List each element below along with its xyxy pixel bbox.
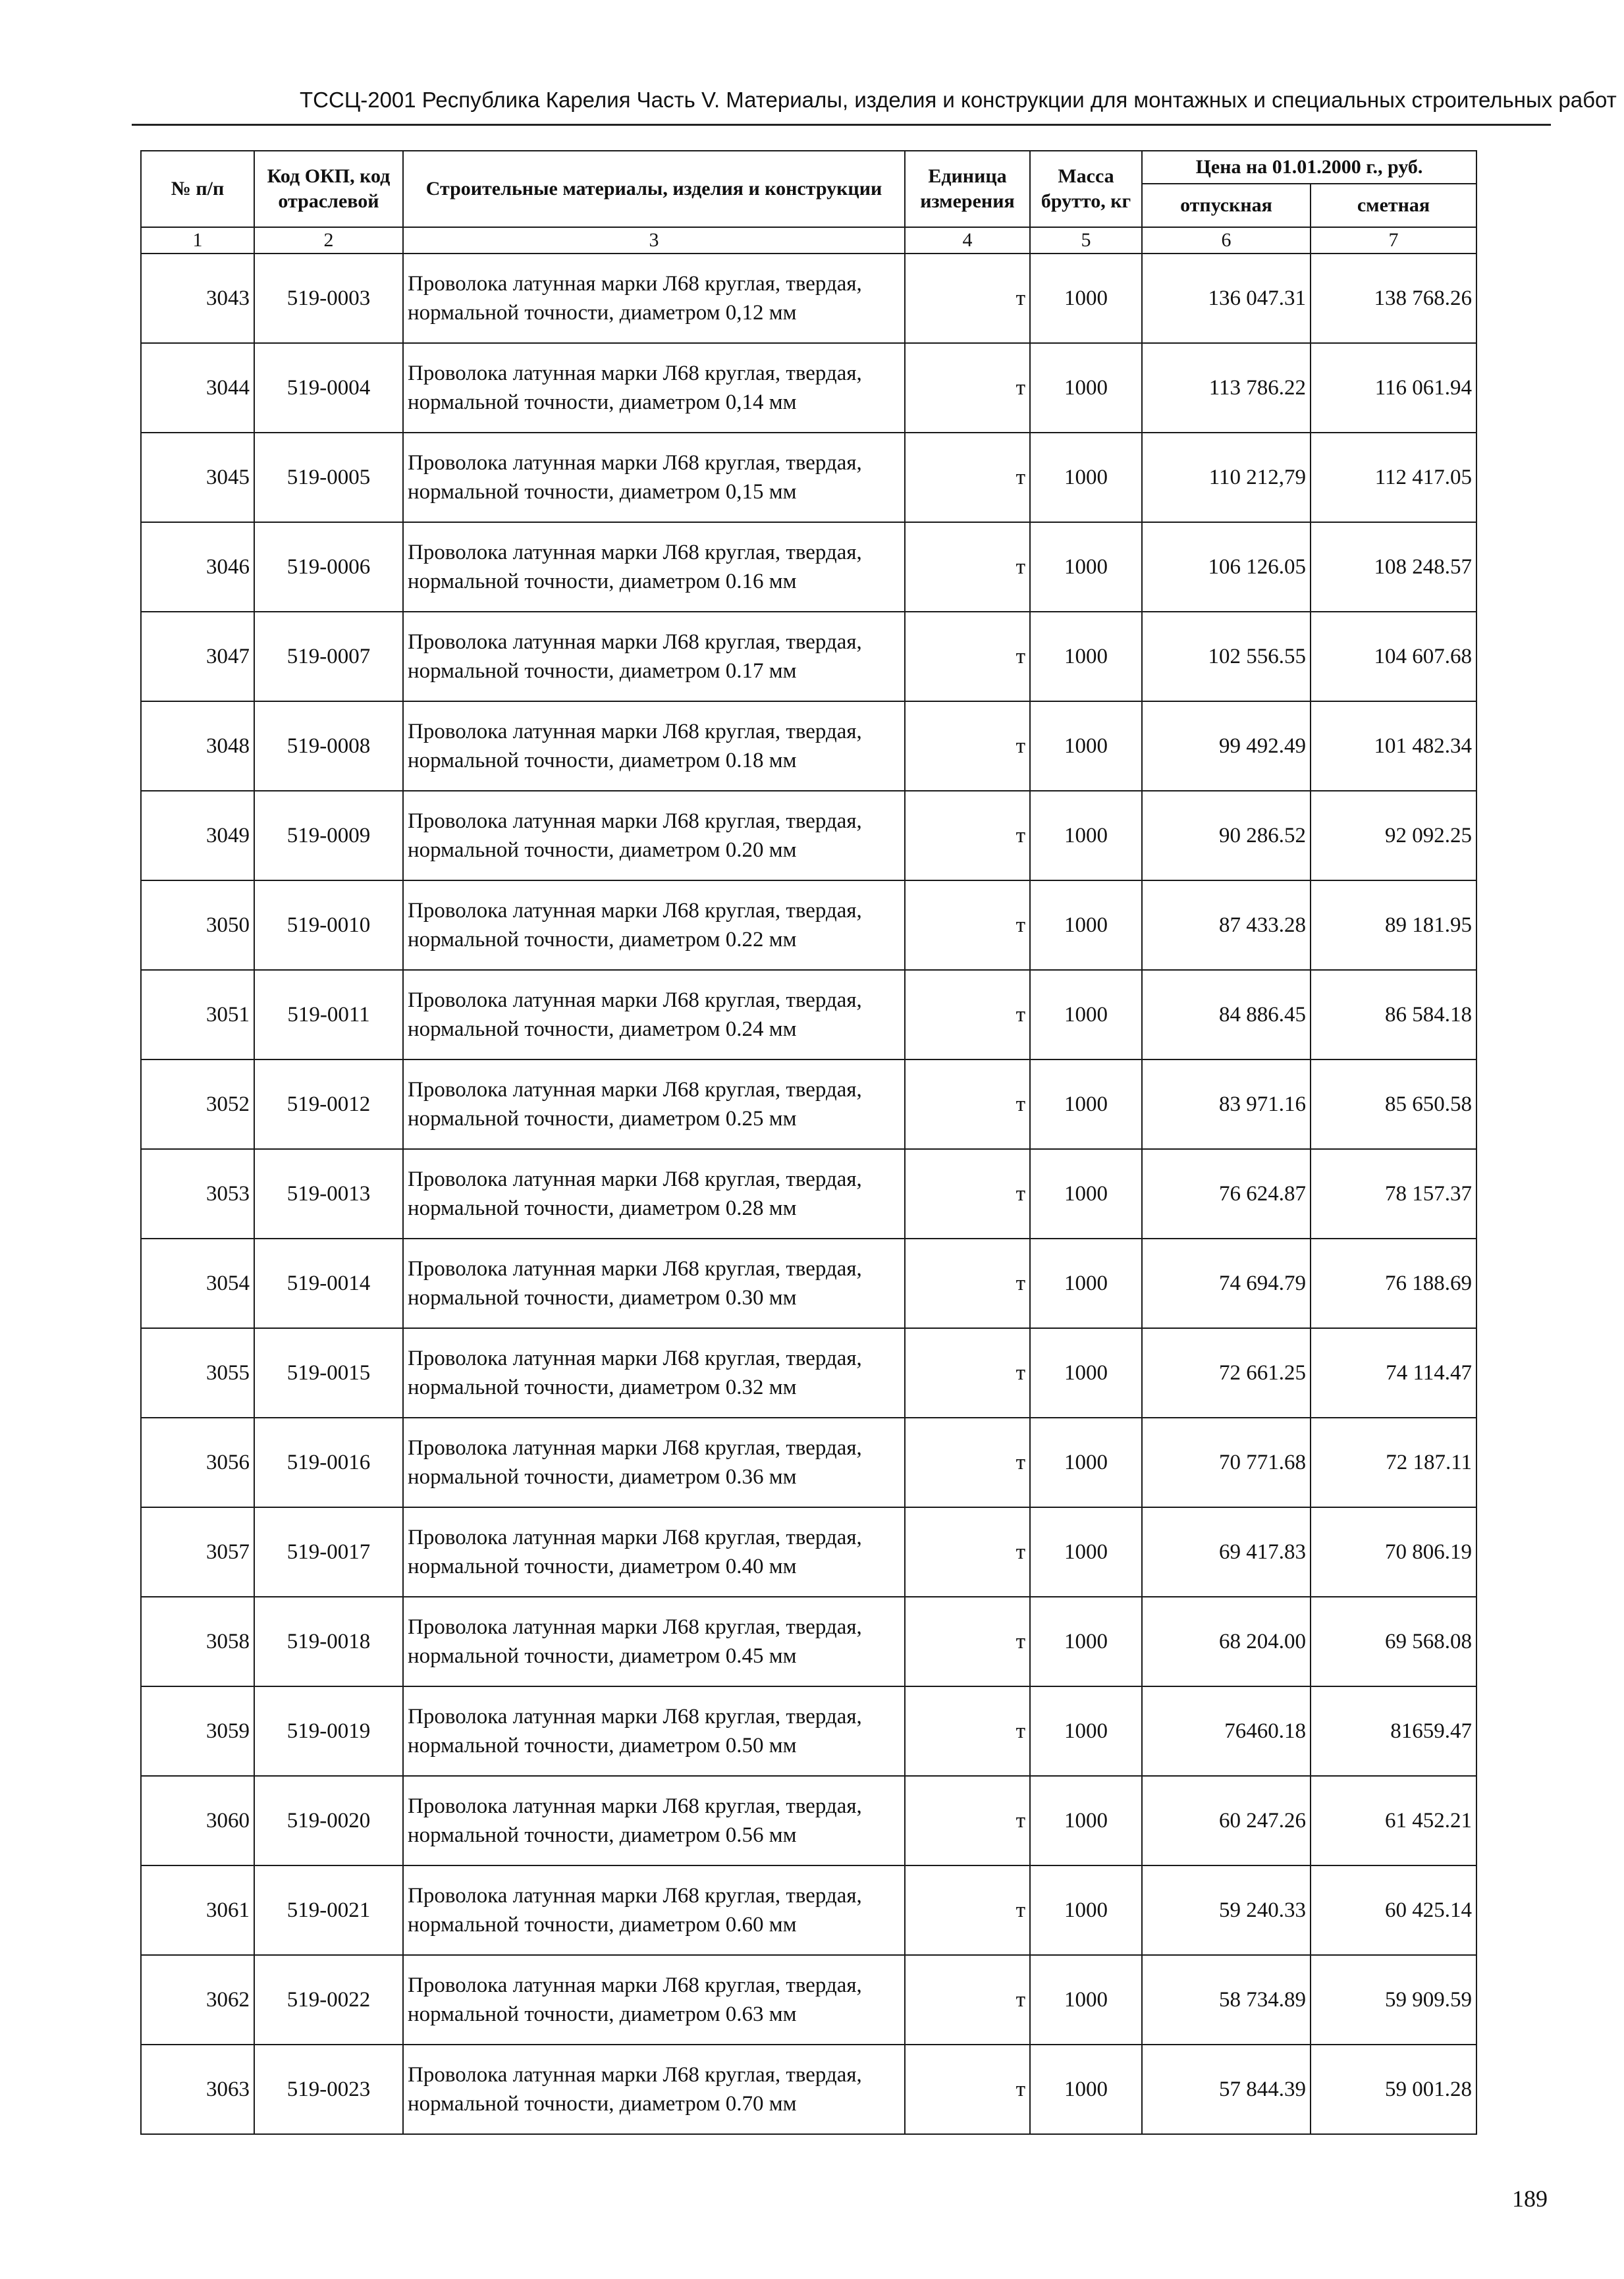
table-row xyxy=(141,1059,1476,1149)
table-row xyxy=(141,880,1476,970)
row-unit-cell: т xyxy=(905,433,1030,522)
row-number-cell: 3045 xyxy=(141,433,254,522)
row-estimate-price-cell: 112 417.05 xyxy=(1311,433,1476,522)
row-description-cell: Проволока латунная марки Л68 круглая, твердая, нормальной точности, диаметром 0.70 мм xyxy=(403,2045,905,2134)
table-row xyxy=(141,1149,1476,1239)
row-number-cell: 3059 xyxy=(141,1686,254,1776)
row-number-cell: 3044 xyxy=(141,343,254,433)
row-mass-cell: 1000 xyxy=(1030,970,1142,1059)
row-description-cell: Проволока латунная марки Л68 круглая, твердая, нормальной точности, диаметром 0.50 мм xyxy=(403,1686,905,1776)
row-number-cell: 3049 xyxy=(141,791,254,880)
row-number-cell: 3058 xyxy=(141,1597,254,1686)
row-mass-cell: 1000 xyxy=(1030,1418,1142,1507)
row-unit-cell: т xyxy=(905,612,1030,701)
row-description-cell: Проволока латунная марки Л68 круглая, твердая, нормальной точности, диаметром 0,12 мм xyxy=(403,254,905,343)
table-row xyxy=(141,701,1476,791)
row-description-cell: Проволока латунная марки Л68 круглая, твердая, нормальной точности, диаметром 0.24 мм xyxy=(403,970,905,1059)
row-estimate-price-cell: 89 181.95 xyxy=(1311,880,1476,970)
row-release-price-cell: 113 786.22 xyxy=(1142,343,1311,433)
row-unit-cell: т xyxy=(905,1418,1030,1507)
table-row xyxy=(141,1955,1476,2045)
table-row xyxy=(141,612,1476,701)
row-mass-cell: 1000 xyxy=(1030,343,1142,433)
row-code-cell: 519-0012 xyxy=(254,1059,403,1149)
row-estimate-price-cell: 138 768.26 xyxy=(1311,254,1476,343)
row-number-cell: 3052 xyxy=(141,1059,254,1149)
row-number-cell: 3047 xyxy=(141,612,254,701)
row-code-cell: 519-0019 xyxy=(254,1686,403,1776)
row-code-cell: 519-0016 xyxy=(254,1418,403,1507)
row-description-cell: Проволока латунная марки Л68 круглая, твердая, нормальной точности, диаметром 0.40 мм xyxy=(403,1507,905,1597)
row-release-price-cell: 69 417.83 xyxy=(1142,1507,1311,1597)
row-mass-cell: 1000 xyxy=(1030,1328,1142,1418)
row-unit-cell: т xyxy=(905,1776,1030,1865)
row-description-cell: Проволока латунная марки Л68 круглая, твердая, нормальной точности, диаметром 0,14 мм xyxy=(403,343,905,433)
row-unit-cell: т xyxy=(905,701,1030,791)
row-code-cell: 519-0003 xyxy=(254,254,403,343)
table-row xyxy=(141,1507,1476,1597)
row-release-price-cell: 90 286.52 xyxy=(1142,791,1311,880)
header-num: № п/п xyxy=(141,151,254,227)
row-estimate-price-cell: 85 650.58 xyxy=(1311,1059,1476,1149)
table-body xyxy=(141,254,1476,2134)
table-row xyxy=(141,254,1476,343)
column-number: 2 xyxy=(254,227,403,254)
row-mass-cell: 1000 xyxy=(1030,1597,1142,1686)
row-unit-cell: т xyxy=(905,343,1030,433)
row-code-cell: 519-0009 xyxy=(254,791,403,880)
column-numbers-row xyxy=(141,227,1476,254)
table-row xyxy=(141,343,1476,433)
row-mass-cell: 1000 xyxy=(1030,1686,1142,1776)
column-number: 1 xyxy=(141,227,254,254)
table-row xyxy=(141,1239,1476,1328)
row-estimate-price-cell: 101 482.34 xyxy=(1311,701,1476,791)
row-mass-cell: 1000 xyxy=(1030,1239,1142,1328)
row-estimate-price-cell: 81659.47 xyxy=(1311,1686,1476,1776)
column-number: 4 xyxy=(905,227,1030,254)
row-mass-cell: 1000 xyxy=(1030,1865,1142,1955)
row-release-price-cell: 74 694.79 xyxy=(1142,1239,1311,1328)
row-estimate-price-cell: 78 157.37 xyxy=(1311,1149,1476,1239)
row-release-price-cell: 57 844.39 xyxy=(1142,2045,1311,2134)
row-unit-cell: т xyxy=(905,1149,1030,1239)
row-number-cell: 3046 xyxy=(141,522,254,612)
row-release-price-cell: 110 212,79 xyxy=(1142,433,1311,522)
row-release-price-cell: 136 047.31 xyxy=(1142,254,1311,343)
row-description-cell: Проволока латунная марки Л68 круглая, твердая, нормальной точности, диаметром 0.32 мм xyxy=(403,1328,905,1418)
row-release-price-cell: 60 247.26 xyxy=(1142,1776,1311,1865)
row-unit-cell: т xyxy=(905,1686,1030,1776)
row-mass-cell: 1000 xyxy=(1030,522,1142,612)
column-number: 5 xyxy=(1030,227,1142,254)
row-unit-cell: т xyxy=(905,254,1030,343)
row-code-cell: 519-0020 xyxy=(254,1776,403,1865)
table-row xyxy=(141,1865,1476,1955)
row-number-cell: 3048 xyxy=(141,701,254,791)
table-row xyxy=(141,1418,1476,1507)
row-unit-cell: т xyxy=(905,522,1030,612)
table-row xyxy=(141,1776,1476,1865)
row-mass-cell: 1000 xyxy=(1030,1149,1142,1239)
row-estimate-price-cell: 72 187.11 xyxy=(1311,1418,1476,1507)
column-number: 7 xyxy=(1311,227,1476,254)
row-description-cell: Проволока латунная марки Л68 круглая, твердая, нормальной точности, диаметром 0,15 мм xyxy=(403,433,905,522)
row-description-cell: Проволока латунная марки Л68 круглая, твердая, нормальной точности, диаметром 0.60 мм xyxy=(403,1865,905,1955)
row-unit-cell: т xyxy=(905,1059,1030,1149)
row-mass-cell: 1000 xyxy=(1030,254,1142,343)
row-mass-cell: 1000 xyxy=(1030,880,1142,970)
row-release-price-cell: 83 971.16 xyxy=(1142,1059,1311,1149)
header-price-release: отпускная xyxy=(1142,184,1311,227)
row-number-cell: 3056 xyxy=(141,1418,254,1507)
header-price-estimate: сметная xyxy=(1311,184,1476,227)
row-release-price-cell: 59 240.33 xyxy=(1142,1865,1311,1955)
price-table xyxy=(140,150,1477,2135)
row-code-cell: 519-0004 xyxy=(254,343,403,433)
row-description-cell: Проволока латунная марки Л68 круглая, твердая, нормальной точности, диаметром 0.18 мм xyxy=(403,701,905,791)
row-release-price-cell: 99 492.49 xyxy=(1142,701,1311,791)
row-code-cell: 519-0023 xyxy=(254,2045,403,2134)
row-code-cell: 519-0006 xyxy=(254,522,403,612)
row-mass-cell: 1000 xyxy=(1030,433,1142,522)
table-row xyxy=(141,791,1476,880)
row-release-price-cell: 70 771.68 xyxy=(1142,1418,1311,1507)
row-code-cell: 519-0008 xyxy=(254,701,403,791)
row-number-cell: 3055 xyxy=(141,1328,254,1418)
row-number-cell: 3051 xyxy=(141,970,254,1059)
table-row xyxy=(141,433,1476,522)
row-mass-cell: 1000 xyxy=(1030,1059,1142,1149)
row-mass-cell: 1000 xyxy=(1030,791,1142,880)
row-mass-cell: 1000 xyxy=(1030,2045,1142,2134)
row-estimate-price-cell: 61 452.21 xyxy=(1311,1776,1476,1865)
row-code-cell: 519-0011 xyxy=(254,970,403,1059)
row-description-cell: Проволока латунная марки Л68 круглая, твердая, нормальной точности, диаметром 0.28 мм xyxy=(403,1149,905,1239)
row-unit-cell: т xyxy=(905,1955,1030,2045)
row-release-price-cell: 72 661.25 xyxy=(1142,1328,1311,1418)
column-number: 3 xyxy=(403,227,905,254)
row-description-cell: Проволока латунная марки Л68 круглая, твердая, нормальной точности, диаметром 0.45 мм xyxy=(403,1597,905,1686)
row-mass-cell: 1000 xyxy=(1030,701,1142,791)
row-unit-cell: т xyxy=(905,1239,1030,1328)
row-estimate-price-cell: 76 188.69 xyxy=(1311,1239,1476,1328)
row-unit-cell: т xyxy=(905,1597,1030,1686)
row-release-price-cell: 106 126.05 xyxy=(1142,522,1311,612)
row-release-price-cell: 102 556.55 xyxy=(1142,612,1311,701)
table-row xyxy=(141,1686,1476,1776)
row-release-price-cell: 84 886.45 xyxy=(1142,970,1311,1059)
row-unit-cell: т xyxy=(905,2045,1030,2134)
page-header-title: ТССЦ-2001 Республика Карелия Часть V. Материалы, изделия и конструкции для монтажных и специальных строительных работ xyxy=(300,88,1617,112)
header-unit: Единица измерения xyxy=(905,151,1030,227)
row-code-cell: 519-0007 xyxy=(254,612,403,701)
row-unit-cell: т xyxy=(905,880,1030,970)
row-estimate-price-cell: 92 092.25 xyxy=(1311,791,1476,880)
row-estimate-price-cell: 59 909.59 xyxy=(1311,1955,1476,2045)
header-price-group: Цена на 01.01.2000 г., руб. xyxy=(1142,151,1476,184)
header-rule xyxy=(132,124,1551,126)
table-row xyxy=(141,1597,1476,1686)
row-mass-cell: 1000 xyxy=(1030,1776,1142,1865)
row-description-cell: Проволока латунная марки Л68 круглая, твердая, нормальной точности, диаметром 0.63 мм xyxy=(403,1955,905,2045)
row-code-cell: 519-0018 xyxy=(254,1597,403,1686)
row-code-cell: 519-0010 xyxy=(254,880,403,970)
row-release-price-cell: 58 734.89 xyxy=(1142,1955,1311,2045)
row-release-price-cell: 68 204.00 xyxy=(1142,1597,1311,1686)
row-code-cell: 519-0021 xyxy=(254,1865,403,1955)
row-description-cell: Проволока латунная марки Л68 круглая, твердая, нормальной точности, диаметром 0.56 мм xyxy=(403,1776,905,1865)
row-description-cell: Проволока латунная марки Л68 круглая, твердая, нормальной точности, диаметром 0.22 мм xyxy=(403,880,905,970)
row-mass-cell: 1000 xyxy=(1030,612,1142,701)
row-estimate-price-cell: 116 061.94 xyxy=(1311,343,1476,433)
row-number-cell: 3062 xyxy=(141,1955,254,2045)
row-estimate-price-cell: 86 584.18 xyxy=(1311,970,1476,1059)
row-mass-cell: 1000 xyxy=(1030,1955,1142,2045)
row-code-cell: 519-0015 xyxy=(254,1328,403,1418)
row-description-cell: Проволока латунная марки Л68 круглая, твердая, нормальной точности, диаметром 0.17 мм xyxy=(403,612,905,701)
row-unit-cell: т xyxy=(905,970,1030,1059)
row-estimate-price-cell: 104 607.68 xyxy=(1311,612,1476,701)
row-estimate-price-cell: 70 806.19 xyxy=(1311,1507,1476,1597)
row-mass-cell: 1000 xyxy=(1030,1507,1142,1597)
table-header xyxy=(141,151,1476,254)
row-code-cell: 519-0017 xyxy=(254,1507,403,1597)
row-description-cell: Проволока латунная марки Л68 круглая, твердая, нормальной точности, диаметром 0.36 мм xyxy=(403,1418,905,1507)
row-estimate-price-cell: 69 568.08 xyxy=(1311,1597,1476,1686)
row-number-cell: 3043 xyxy=(141,254,254,343)
row-number-cell: 3050 xyxy=(141,880,254,970)
row-code-cell: 519-0005 xyxy=(254,433,403,522)
row-unit-cell: т xyxy=(905,1507,1030,1597)
row-number-cell: 3063 xyxy=(141,2045,254,2134)
row-description-cell: Проволока латунная марки Л68 круглая, твердая, нормальной точности, диаметром 0.25 мм xyxy=(403,1059,905,1149)
header-code: Код ОКП, код отраслевой xyxy=(254,151,403,227)
row-number-cell: 3060 xyxy=(141,1776,254,1865)
row-description-cell: Проволока латунная марки Л68 круглая, твердая, нормальной точности, диаметром 0.20 мм xyxy=(403,791,905,880)
row-number-cell: 3054 xyxy=(141,1239,254,1328)
table-row xyxy=(141,522,1476,612)
row-estimate-price-cell: 60 425.14 xyxy=(1311,1865,1476,1955)
row-release-price-cell: 76 624.87 xyxy=(1142,1149,1311,1239)
row-code-cell: 519-0022 xyxy=(254,1955,403,2045)
row-estimate-price-cell: 74 114.47 xyxy=(1311,1328,1476,1418)
row-code-cell: 519-0013 xyxy=(254,1149,403,1239)
row-release-price-cell: 87 433.28 xyxy=(1142,880,1311,970)
row-description-cell: Проволока латунная марки Л68 круглая, твердая, нормальной точности, диаметром 0.16 мм xyxy=(403,522,905,612)
table-row xyxy=(141,2045,1476,2134)
page-number: 189 xyxy=(1512,2185,1548,2212)
table-row xyxy=(141,970,1476,1059)
row-number-cell: 3061 xyxy=(141,1865,254,1955)
row-estimate-price-cell: 59 001.28 xyxy=(1311,2045,1476,2134)
table-row xyxy=(141,1328,1476,1418)
row-number-cell: 3053 xyxy=(141,1149,254,1239)
row-unit-cell: т xyxy=(905,1328,1030,1418)
column-number: 6 xyxy=(1142,227,1311,254)
header-mass: Масса брутто, кг xyxy=(1030,151,1142,227)
row-release-price-cell: 76460.18 xyxy=(1142,1686,1311,1776)
row-code-cell: 519-0014 xyxy=(254,1239,403,1328)
row-unit-cell: т xyxy=(905,791,1030,880)
row-unit-cell: т xyxy=(905,1865,1030,1955)
row-estimate-price-cell: 108 248.57 xyxy=(1311,522,1476,612)
row-number-cell: 3057 xyxy=(141,1507,254,1597)
header-desc: Строительные материалы, изделия и конструкции xyxy=(403,151,905,227)
row-description-cell: Проволока латунная марки Л68 круглая, твердая, нормальной точности, диаметром 0.30 мм xyxy=(403,1239,905,1328)
